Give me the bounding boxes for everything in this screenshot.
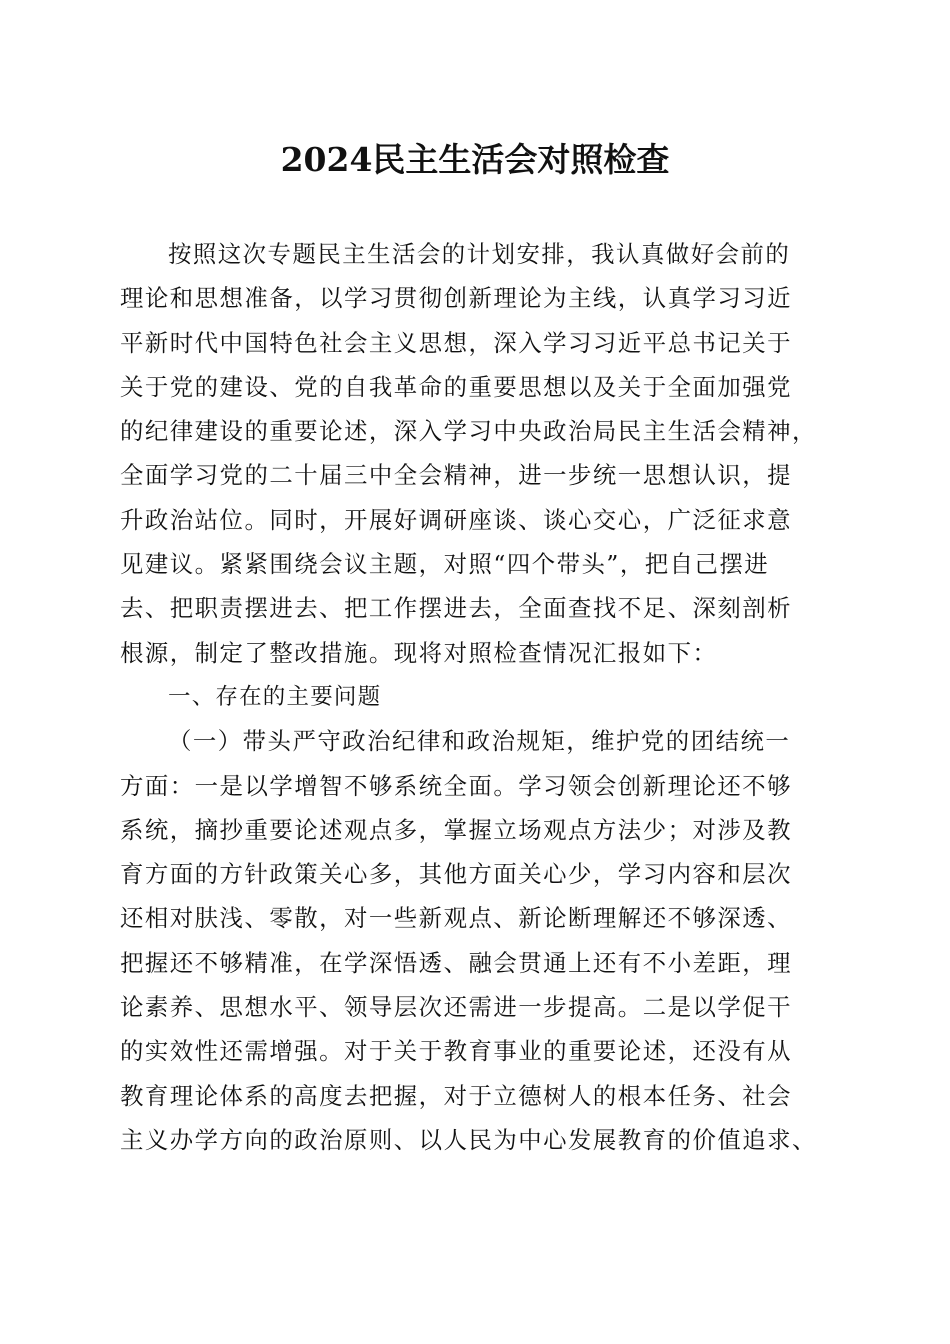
document-body xyxy=(120,232,832,1162)
paragraph-line: 教育理论体系的高度去把握，对于立德树人的根本任务、社会 xyxy=(120,1081,793,1110)
paragraph-line: 主义办学方向的政治原则、以人民为中心发展教育的价值追求、 xyxy=(120,1125,817,1154)
paragraph-line: 论素养、思想水平、领导层次还需进一步提高。二是以学促干 xyxy=(120,993,793,1022)
paragraph-line: 育方面的方针政策关心多，其他方面关心少，学习内容和层次 xyxy=(120,860,793,889)
paragraph-line: 理论和思想准备，以学习贯彻创新理论为主线，认真学习习近 xyxy=(120,284,793,313)
paragraph-line: （一）带头严守政治纪律和政治规矩，维护党的团结统一 xyxy=(168,727,791,756)
paragraph-line: 系统，摘抄重要论述观点多，掌握立场观点方法少；对涉及教 xyxy=(120,815,793,844)
section-heading: 一、存在的主要问题 xyxy=(168,683,382,710)
paragraph-line: 把握还不够精准，在学深悟透、融会贯通上还有不小差距，理 xyxy=(120,948,793,977)
paragraph-line: 见建议。紧紧围绕会议主题，对照“四个带头”，把自己摆进 xyxy=(120,550,770,579)
paragraph-line: 去、把职责摆进去、把工作摆进去，全面查找不足、深刻剖析 xyxy=(120,594,793,623)
paragraph-line: 升政治站位。同时，开展好调研座谈、谈心交心，广泛征求意 xyxy=(120,505,793,534)
paragraph-line: 的实效性还需增强。对于关于教育事业的重要论述，还没有从 xyxy=(120,1037,793,1066)
paragraph-line: 平新时代中国特色社会主义思想，深入学习习近平总书记关于 xyxy=(120,328,793,357)
paragraph-line: 关于党的建设、党的自我革命的重要思想以及关于全面加强党 xyxy=(120,372,793,401)
paragraph-line: 方面：一是以学增智不够系统全面。学习领会创新理论还不够 xyxy=(120,771,793,800)
paragraph-line: 的纪律建设的重要论述，深入学习中央政治局民主生活会精神， xyxy=(120,417,817,446)
document-title: 2024民主生活会对照检查 xyxy=(280,140,670,179)
paragraph-line: 按照这次专题民主生活会的计划安排，我认真做好会前的 xyxy=(168,240,791,268)
paragraph-line: 还相对肤浅、零散，对一些新观点、新论断理解还不够深透、 xyxy=(120,904,793,933)
paragraph-line: 根源，制定了整改措施。现将对照检查情况汇报如下： xyxy=(120,638,718,667)
paragraph-line: 全面学习党的二十届三中全会精神，进一步统一思想认识，提 xyxy=(120,461,793,490)
